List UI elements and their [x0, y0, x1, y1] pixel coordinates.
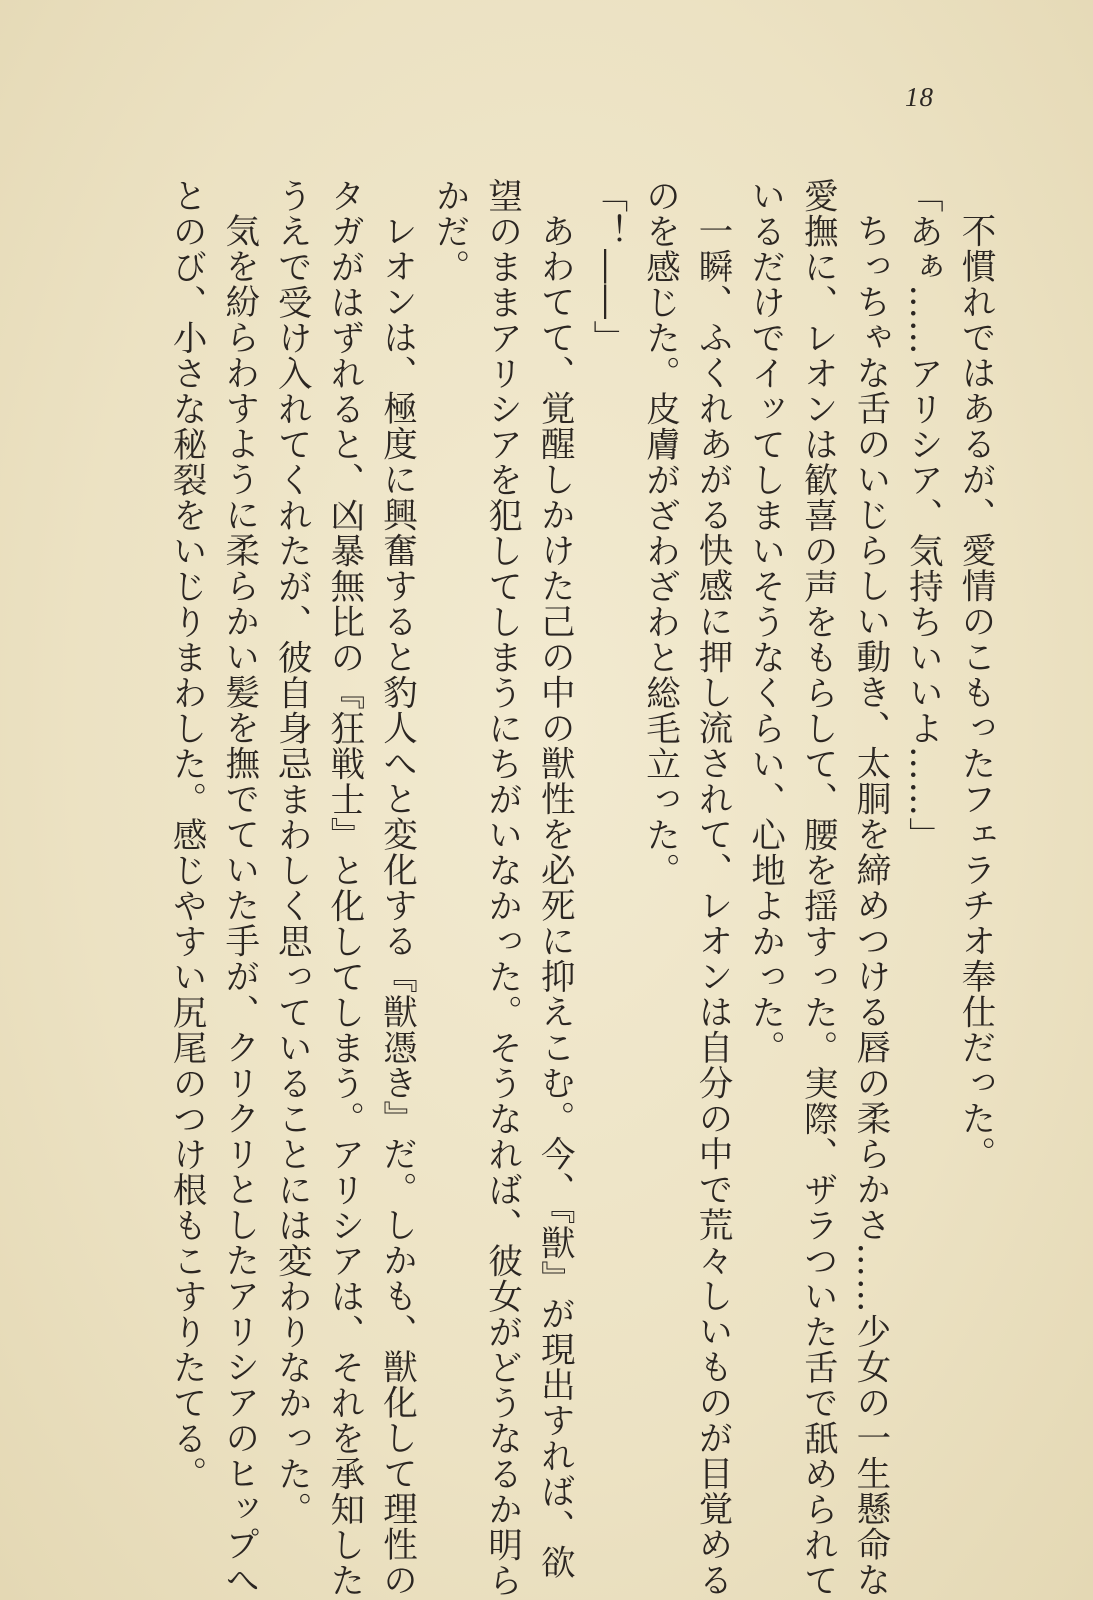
text-line: あわてて、覚醒しかけた己の中の獣性を必死に抑えこむ。今、『獣』が現出すれば、欲 — [534, 212, 575, 1580]
text-line: とのび、小さな秘裂をいじりまわした。感じやすい尻尾のつけ根もこすりたてる。 — [166, 178, 207, 1492]
text-line: ちっちゃな舌のいじらしい動き、太胴を締めつける唇の柔らかさ……少女の一生懸命な — [849, 212, 890, 1597]
text-line: レオンは、極度に興奮すると豹人へと変化する『獣憑き』だ。しかも、獣化して理性の — [376, 212, 417, 1597]
text-line: 望のままアリシアを犯してしまうにちがいなかった。そうなれば、彼女がどうなるか明ら — [481, 178, 522, 1598]
body-text — [160, 178, 1002, 1598]
text-line: うえで受け入れてくれたが、彼自身忌まわしく思っていることには変わりなかった。 — [271, 178, 312, 1527]
text-line: 一瞬、ふくれあがる快感に押し流されて、レオンは自分の中で荒々しいものが目覚める — [692, 212, 733, 1597]
text-line: 愛撫に、レオンは歓喜の声をもらして、腰を揺すった。実際、ザラついた舌で舐められて — [797, 178, 838, 1598]
text-line: 不慣れではあるが、愛情のこもったフェラチオ奉仕だった。 — [955, 212, 995, 1171]
text-line: いるだけでイッてしまいそうなくらい、心地よかった。 — [744, 178, 785, 1066]
text-line: 気を紛らわすように柔らかい髪を撫でていた手が、クリクリとしたアリシアのヒップへ — [218, 212, 259, 1597]
text-line: タガがはずれると、凶暴無比の『狂戦士』と化してしまう。アリシアは、それを承知した — [323, 178, 364, 1598]
page-number: 18 — [905, 82, 934, 112]
text-line: かだ。 — [429, 178, 470, 285]
text-line: のを感じた。皮膚がざわざわと総毛立った。 — [639, 178, 680, 888]
text-line: 「！――」 — [586, 178, 627, 356]
text-line: 「あぁ……アリシア、気持ちいいよ……」 — [902, 178, 943, 853]
